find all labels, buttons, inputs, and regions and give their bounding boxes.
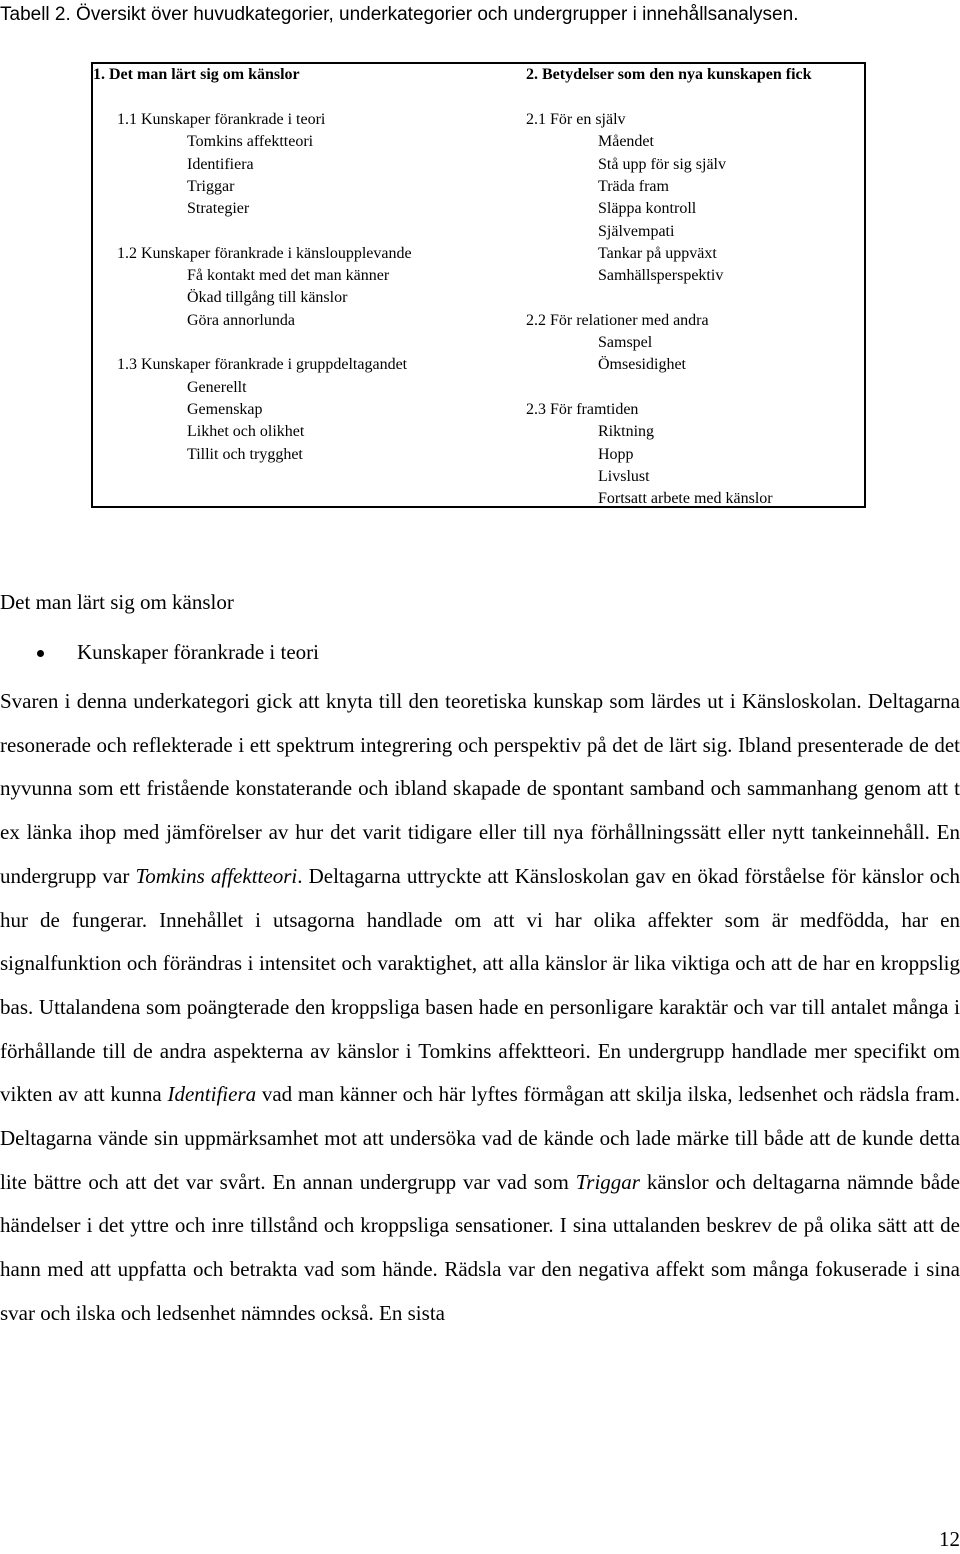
- table-subgroup: Ökad tillgång till känslor: [187, 289, 348, 307]
- italic-term: Identifiera: [167, 1082, 257, 1107]
- table-subgroup: Tillit och trygghet: [187, 445, 303, 463]
- table-subcategory: 1.1 Kunskaper förankrade i teori: [117, 111, 326, 128]
- table-subcategory: 1.3 Kunskaper förankrade i gruppdeltagandet: [117, 356, 408, 374]
- section-heading: Det man lärt sig om känslor: [0, 590, 234, 614]
- table-subgroup: Generellt: [187, 378, 247, 396]
- table-subcategory: 2.3 För framtiden: [526, 400, 639, 418]
- table-subgroup: Livslust: [598, 467, 650, 485]
- right-column-heading: 2. Betydelser som den nya kunskapen fick: [526, 66, 812, 83]
- body-text-run: känslor och deltagarna nämnde både händelser i det yttre och inre tillstånd och kroppsliga sensationer. I sina uttalanden beskrev de på olika sätt att de hann med att uppfatta och betrakta vad som hände. Rädsla var den negativa affekt som många fokuserade i sina svar och ilska och ledsenhet nämndes också. En sista: [0, 1169, 960, 1325]
- table-subgroup: Fortsatt arbete med känslor: [598, 490, 773, 508]
- table-subgroup: Självempati: [598, 222, 675, 240]
- italic-term: Tomkins affektteori: [135, 863, 298, 888]
- table-subgroup: Träda fram: [598, 177, 669, 195]
- italic-term: Triggar: [575, 1169, 640, 1194]
- table-subgroup: Samspel: [598, 334, 653, 351]
- table-subgroup: Måendet: [598, 133, 654, 151]
- bullet-dot-icon: [37, 650, 44, 657]
- left-column-heading: 1. Det man lärt sig om känslor: [93, 66, 300, 83]
- table-subgroup: Stå upp för sig själv: [598, 155, 726, 173]
- table-subgroup: Triggar: [187, 177, 235, 195]
- table-subgroup: Strategier: [187, 200, 250, 218]
- table-subcategory: 2.2 För relationer med andra: [526, 311, 709, 329]
- table-subcategory: 2.1 För en själv: [526, 111, 626, 128]
- body-paragraph: [0, 680, 960, 1336]
- category-table: [91, 62, 866, 508]
- table-subgroup: Tomkins affektteori: [187, 133, 314, 151]
- table-subgroup: Identifiera: [187, 155, 254, 173]
- bullet-list-item: [0, 638, 600, 668]
- table-subgroup: Ömsesidighet: [598, 356, 686, 374]
- body-text-run: Svaren i denna underkategori gick att knyta till den teoretiska kunskap som lärdes ut i Känsloskolan. Deltagarna resonerade och reflekterade i ett spektrum integrering och perspektiv på det de lärt sig. Ibland presenterade de det nyvunna som ett fristående konstaterande och ibland skapade de spontant samband och sammanhang genom att t ex länka ihop med jämförelser av hur det varit tidigare eller till nya förhållningssätt eller nytt tankeinnehåll. En undergrupp var: [0, 689, 960, 888]
- table-subcategory: 1.2 Kunskaper förankrade i känsloupplevande: [117, 244, 412, 262]
- bullet-item-text: Kunskaper förankrade i teori: [77, 640, 319, 664]
- table-subgroup: Släppa kontroll: [598, 200, 697, 218]
- table-subgroup: Hopp: [598, 445, 634, 463]
- table-subgroup: Likhet och olikhet: [187, 423, 305, 441]
- page-number: 12: [939, 1527, 960, 1551]
- body-text-run: . Deltagarna uttryckte att Känsloskolan gav en ökad förståelse för känslor och hur de fungerar. Innehållet i utsagorna handlade om att vi har olika affekter som är medfödda, har en signalfunktion och förändras i intensitet och varaktighet, att alla känslor är lika viktiga och att de har en kroppslig bas. Uttalandena som poängterade den kroppsliga basen hade en personligare karaktär och var till antalet många i förhållande till de andra aspekterna av känslor i Tomkins affektteori. En undergrupp handlade mer specifikt om vikten av att kunna: [0, 863, 960, 1107]
- table-subgroup: Göra annorlunda: [187, 311, 295, 329]
- table-caption: Tabell 2. Översikt över huvudkategorier, underkategorier och undergrupper i innehållsanalysen.: [0, 4, 799, 25]
- table-subgroup: Gemenskap: [187, 400, 263, 418]
- table-subgroup: Tankar på uppväxt: [598, 244, 717, 262]
- table-subgroup: Samhällsperspektiv: [598, 267, 724, 285]
- table-subgroup: Riktning: [598, 423, 655, 441]
- table-subgroup: Få kontakt med det man känner: [187, 267, 390, 285]
- body-text-run: vad man känner och här lyftes förmågan att skilja ilska, ledsenhet och rädsla fram. Deltagarna vände sin uppmärksamhet mot att undersöka vad de kände och lade märke till både att de kunde detta lite bättre och att det var svårt. En annan undergrupp var vad som: [0, 1082, 960, 1194]
